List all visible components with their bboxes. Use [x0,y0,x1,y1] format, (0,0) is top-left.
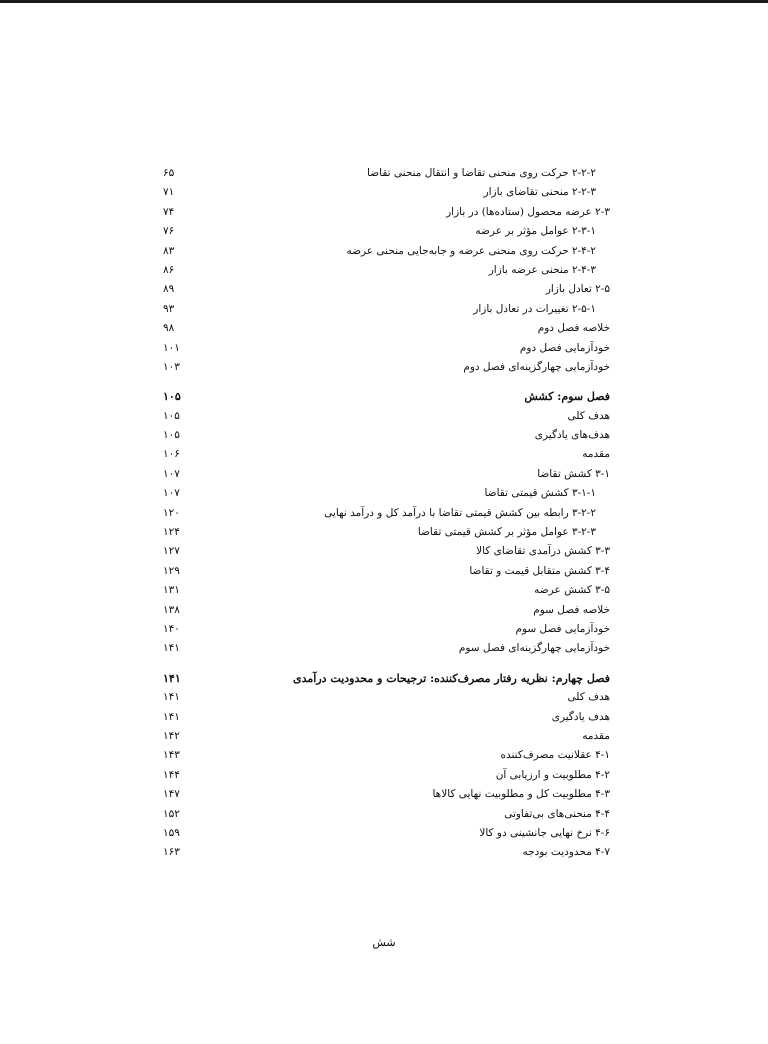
toc-entry-row [163,601,610,620]
toc-entry-row [163,766,610,785]
toc-entry-row [163,300,610,319]
toc-entry-title: ۲-۵-۱ تغییرات در تعادل بازار [473,302,596,315]
toc-page-number: ۸۶ [163,263,175,276]
chapter-title: فصل چهارم: نظریه رفتار مصرف‌کننده: ترجیحات و محدودیت درآمدی [293,671,610,685]
toc-entry-row [163,203,610,222]
toc-entry-title: هدف یادگیری [551,710,610,723]
toc-entry-row [163,164,610,183]
toc-page-number: ۱۴۲ [163,729,180,742]
toc-page-number: ۱۵۲ [163,807,180,820]
toc-entry-row [163,562,610,581]
toc-entry-title: هدف‌های یادگیری [534,429,610,442]
toc-entry-title: ۴-۱ عقلانیت مصرف‌کننده [500,749,610,762]
toc-page-number: ۱۲۴ [163,526,180,539]
toc-entry-row [163,708,610,727]
toc-entry-row [163,426,610,445]
toc-page-number: ۱۴۳ [163,749,180,762]
toc-entry-row [163,639,610,658]
toc-entry-row [163,805,610,824]
toc-page-number: ۷۴ [163,205,175,218]
toc-page-number: ۸۹ [163,283,175,296]
toc-entry-title: ۳-۵ کشش عرضه [534,584,610,597]
toc-entry-row [163,727,610,746]
toc-entry-row [163,222,610,241]
toc-page-number: ۱۰۳ [163,360,180,373]
toc-entry-title: ۳-۴ کشش متقابل قیمت و تقاضا [469,564,610,577]
toc-entry-title: ۳-۱-۱ کشش قیمتی تقاضا [484,487,596,500]
page-folio: شش [372,936,396,949]
toc-entry-title: مقدمه [582,448,610,461]
toc-page-number: ۱۰۵ [163,409,180,422]
toc-entry-title: ۲-۴-۲ حرکت روی منحنی عرضه و جابه‌جایی منحنی عرضه [346,244,596,257]
chapter-heading-row [163,387,610,406]
toc-entry-title: ۲-۴-۳ منحنی عرضه بازار [488,263,596,276]
toc-entry-title: ۴-۳ مطلوبیت کل و مطلوبیت نهایی کالاها [432,788,610,801]
toc-entry-title: خلاصه فصل دوم [537,322,610,335]
toc-entry-title: خودآزمایی چهارگزینه‌ای فصل سوم [458,642,610,655]
toc-entry-row [163,620,610,639]
toc-entry-row [163,504,610,523]
toc-entry-row [163,688,610,707]
toc-entry-row [163,339,610,358]
toc-entry-row [163,358,610,377]
toc-page-number: ۱۴۰ [163,622,180,635]
top-border-rule [0,0,768,3]
toc-page-number: ۱۰۱ [163,341,180,354]
toc-page-number: ۱۲۰ [163,506,180,519]
toc-page-number: ۱۰۷ [163,467,180,480]
toc-entry-row [163,746,610,765]
toc-entry-row [163,843,610,862]
toc-page-number: ۷۶ [163,225,175,238]
toc-page-number: ۱۰۵ [163,390,181,404]
toc-entry-title: ۳-۲-۳ عوامل مؤثر بر کشش قیمتی تقاضا [417,526,596,539]
toc-entry-title: ۴-۶ نرخ نهایی جانشینی دو کالا [479,826,610,839]
toc-entry-row [163,407,610,426]
toc-page-number: ۱۴۱ [163,642,180,655]
toc-entry-title: ۳-۲-۲ رابطه بین کشش قیمتی تقاضا با درآمد کل و درآمد نهایی [324,506,596,519]
toc-page-number: ۷۱ [163,186,175,199]
toc-entry-row [163,542,610,561]
toc-entry-row [163,183,610,202]
toc-page-number: ۱۴۱ [163,671,181,685]
toc-entry-row [163,319,610,338]
toc-entry-title: ۴-۷ محدودیت بودجه [522,846,610,859]
toc-page-number: ۱۴۴ [163,768,180,781]
toc-entry-title: خودآزمایی فصل دوم [519,341,610,354]
toc-page-number: ۹۳ [163,302,175,315]
toc-page-number: ۸۳ [163,244,175,257]
toc-entry-title: ۲-۳-۱ عوامل مؤثر بر عرضه [475,225,596,238]
toc-entry-row [163,465,610,484]
toc-page-number: ۱۵۹ [163,826,180,839]
toc-entry-row [163,242,610,261]
chapter-heading-row [163,669,610,688]
toc-page-number: ۱۲۷ [163,545,180,558]
toc-entry-title: ۲-۲-۲ حرکت روی منحنی تقاضا و انتقال منحنی تقاضا [367,167,596,179]
toc-entry-row [163,824,610,843]
toc-page-number: ۱۰۶ [163,448,180,461]
toc-entry-title: ۲-۳ عرضه محصول (ستاده‌ها) در بازار [446,205,610,218]
toc-entry-title: ۴-۴ منحنی‌های بی‌تفاوتی [504,807,610,820]
toc-page-number: ۱۳۸ [163,603,180,616]
toc-page-number: ۹۸ [163,322,175,335]
toc-entry-title: ۴-۲ مطلوبیت و ارزیابی آن [495,768,610,781]
toc-page-number: ۱۰۷ [163,487,180,500]
toc-entry-row [163,581,610,600]
chapter-title: فصل سوم: کشش [524,390,610,404]
toc-page-number: ۱۲۹ [163,564,180,577]
section-gap [163,377,610,387]
toc-page-number: ۱۳۱ [163,584,180,597]
section-gap [163,659,610,669]
toc-page-number: ۱۶۳ [163,846,180,859]
toc-entry-title: ۳-۱ کشش تقاضا [537,467,610,480]
toc-entry-title: خودآزمایی چهارگزینه‌ای فصل دوم [463,360,610,373]
toc-page-number: ۶۵ [163,167,175,179]
table-of-contents [163,164,610,863]
toc-entry-row [163,523,610,542]
toc-page-number: ۱۴۱ [163,710,180,723]
toc-entry-title: هدف کلی [567,691,610,704]
toc-page-number: ۱۴۷ [163,788,180,801]
toc-entry-title: ۲-۲-۳ منحنی تقاضای بازار [483,186,596,199]
toc-entry-title: ۲-۵ تعادل بازار [545,283,610,296]
toc-entry-title: ۳-۳ کشش درآمدی تقاضای کالا [476,545,610,558]
toc-entry-title: هدف کلی [567,409,610,422]
toc-entry-row [163,785,610,804]
toc-entry-row [163,445,610,464]
toc-entry-row [163,484,610,503]
toc-entry-title: خلاصه فصل سوم [533,603,610,616]
toc-entry-row [163,280,610,299]
toc-entry-title: مقدمه [582,729,610,742]
toc-page-number: ۱۰۵ [163,429,180,442]
toc-page-number: ۱۴۱ [163,691,180,704]
toc-entry-row [163,261,610,280]
toc-entry-title: خودآزمایی فصل سوم [515,622,610,635]
